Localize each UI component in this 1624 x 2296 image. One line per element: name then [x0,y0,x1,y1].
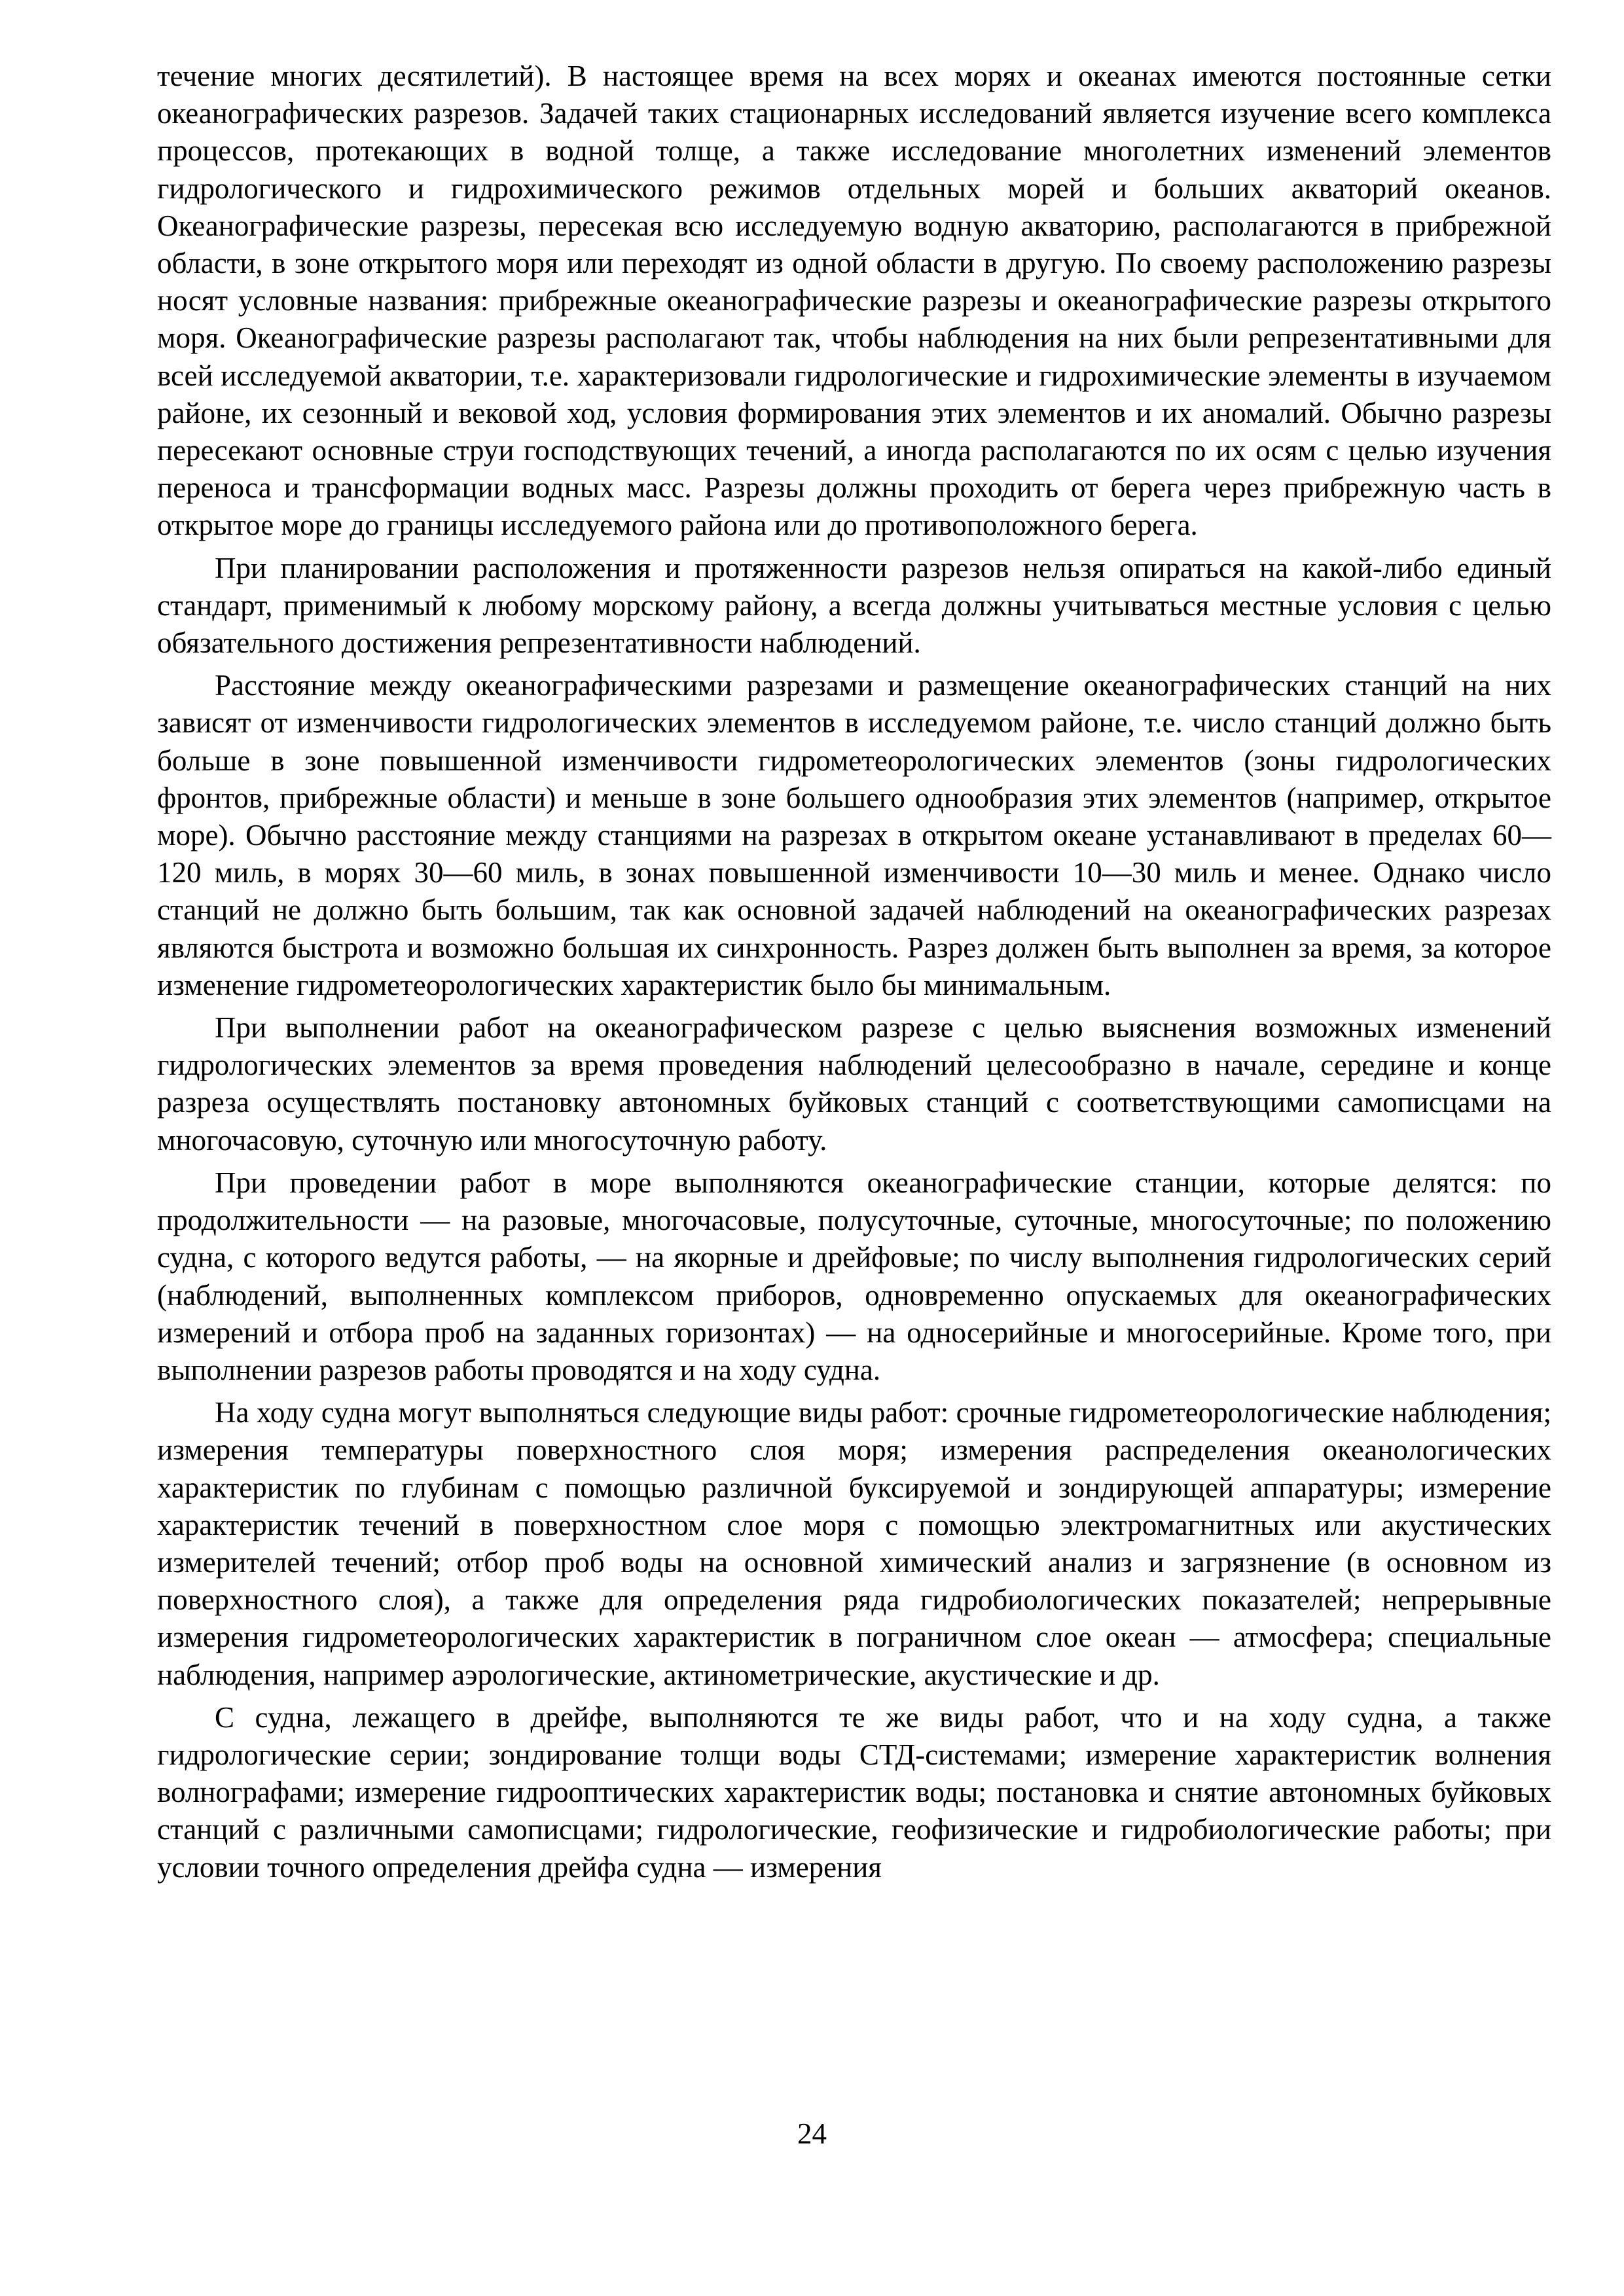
document-page [157,58,1551,1886]
paragraph-underway-work: На ходу судна могут выполняться следующие виды работ: срочные гидрометеорологические наблюдения; измерения температуры поверхностного слоя моря; измерения распределения океанологических характеристик по глубинам с помощью различной буксируемой и зондирующей аппаратуры; измерение характеристик течений в поверхностном слое моря с помощью электромагнитных или акустических измерителей течений; отбор проб воды на основной химический анализ и загрязнение (в основном из поверхностного слоя), а также для определения ряда гидробиологических показателей; непрерывные измерения гидрометеорологических характеристик в пограничном слое океан — атмосфера; специальные наблюдения, например аэрологические, актинометрические, акустические и др. [157,1396,1551,1691]
paragraph-station-types: При проведении работ в море выполняются океанографические станции, которые делятся: по продолжительности — на разовые, многочасовые, полусуточные, суточные, многосуточные; по положению судна, с которого ведутся работы, — на якорные и дрейфовые; по числу выполнения гидрологических серий (наблюдений, выполненных комплексом приборов, одновременно опускаемых для океанографических измерений и отбора проб на заданных горизонтах) — на односерийные и многосерийные. Кроме того, при выполнении разрезов работы проводятся и на ходу судна. [157,1166,1551,1386]
paragraph-buoy-stations: При выполнении работ на океанографическом разрезе с целью выяснения возможных изменений гидрологических элементов за время проведения наблюдений целесообразно в начале, середине и конце разреза осуществлять постановку автономных буйковых станций с соответствующими самописцами на многочасовую, суточную или многосуточную работу. [157,1011,1551,1157]
page-number: 24 [797,2117,827,2150]
paragraph-drift-work: С судна, лежащего в дрейфе, выполняются те же виды работ, что и на ходу судна, а также гидрологические серии; зондирование толщи воды СТД-системами; измерение характеристик волнения волнографами; измерение гидрооптических характеристик воды; постановка и снятие автономных буйковых станций с различными самописцами; гидрологические, геофизические и гидробиологические работы; при условии точного определения дрейфа судна — измерения [157,1700,1551,1884]
paragraph-oceanographic-sections: течение многих десятилетий). В настоящее время на всех морях и океанах имеются постоянные сетки океанографических разрезов. Задачей таких стационарных исследований является изучение всего комплекса процессов, протекающих в водной толще, а также исследование многолетних изменений элементов гидрологического и гидрохимического режимов отдельных морей и больших акваторий океанов. Океанографические разрезы, пересекая всю исследуемую водную акваторию, располагаются в прибрежной области, в зоне открытого моря или переходят из одной области в другую. По своему расположению разрезы носят условные названия: прибрежные океанографические разрезы и океанографические разрезы открытого моря. Океанографические разрезы располагают так, чтобы наблюдения на них были репрезентативными для всей исследуемой акватории, т.е. характеризовали гидрологические и гидрохимические элементы в изучаемом районе, их сезонный и вековой ход, условия формирования этих элементов и их аномалий. Обычно разрезы пересекают основные струи господствующих течений, а иногда располагаются по их осям с целью изучения переноса и трансформации водных масс. Разрезы должны проходить от берега через прибрежную часть в открытое море до границы исследуемого района или до противоположного берега. [157,60,1551,542]
paragraph-station-spacing: Расстояние между океанографическими разрезами и размещение океанографических станций на них зависят от изменчивости гидрологических элементов в исследуемом районе, т.е. число станций должно быть больше в зоне повышенной изменчивости гидрометеорологических элементов (зоны гидрологических фронтов, прибрежные области) и меньше в зоне большего однообразия этих элементов (например, открытое море). Обычно расстояние между станциями на разрезах в открытом океане устанавливают в пределах 60—120 миль, в морях 30—60 миль, в зонах повышенной изменчивости 10—30 миль и менее. Однако число станций не должно быть большим, так как основной задачей наблюдений на океанографических разрезах являются быстрота и возможно большая их синхронность. Разрез должен быть выполнен за время, за которое изменение гидрометеорологических характеристик было бы минимальным. [157,669,1551,1001]
paragraph-section-planning: При планировании расположения и протяженности разрезов нельзя опираться на какой-либо единый стандарт, применимый к любому морскому району, а всегда должны учитываться местные условия с целью обязательного достижения репрезентативности наблюдений. [157,551,1551,660]
